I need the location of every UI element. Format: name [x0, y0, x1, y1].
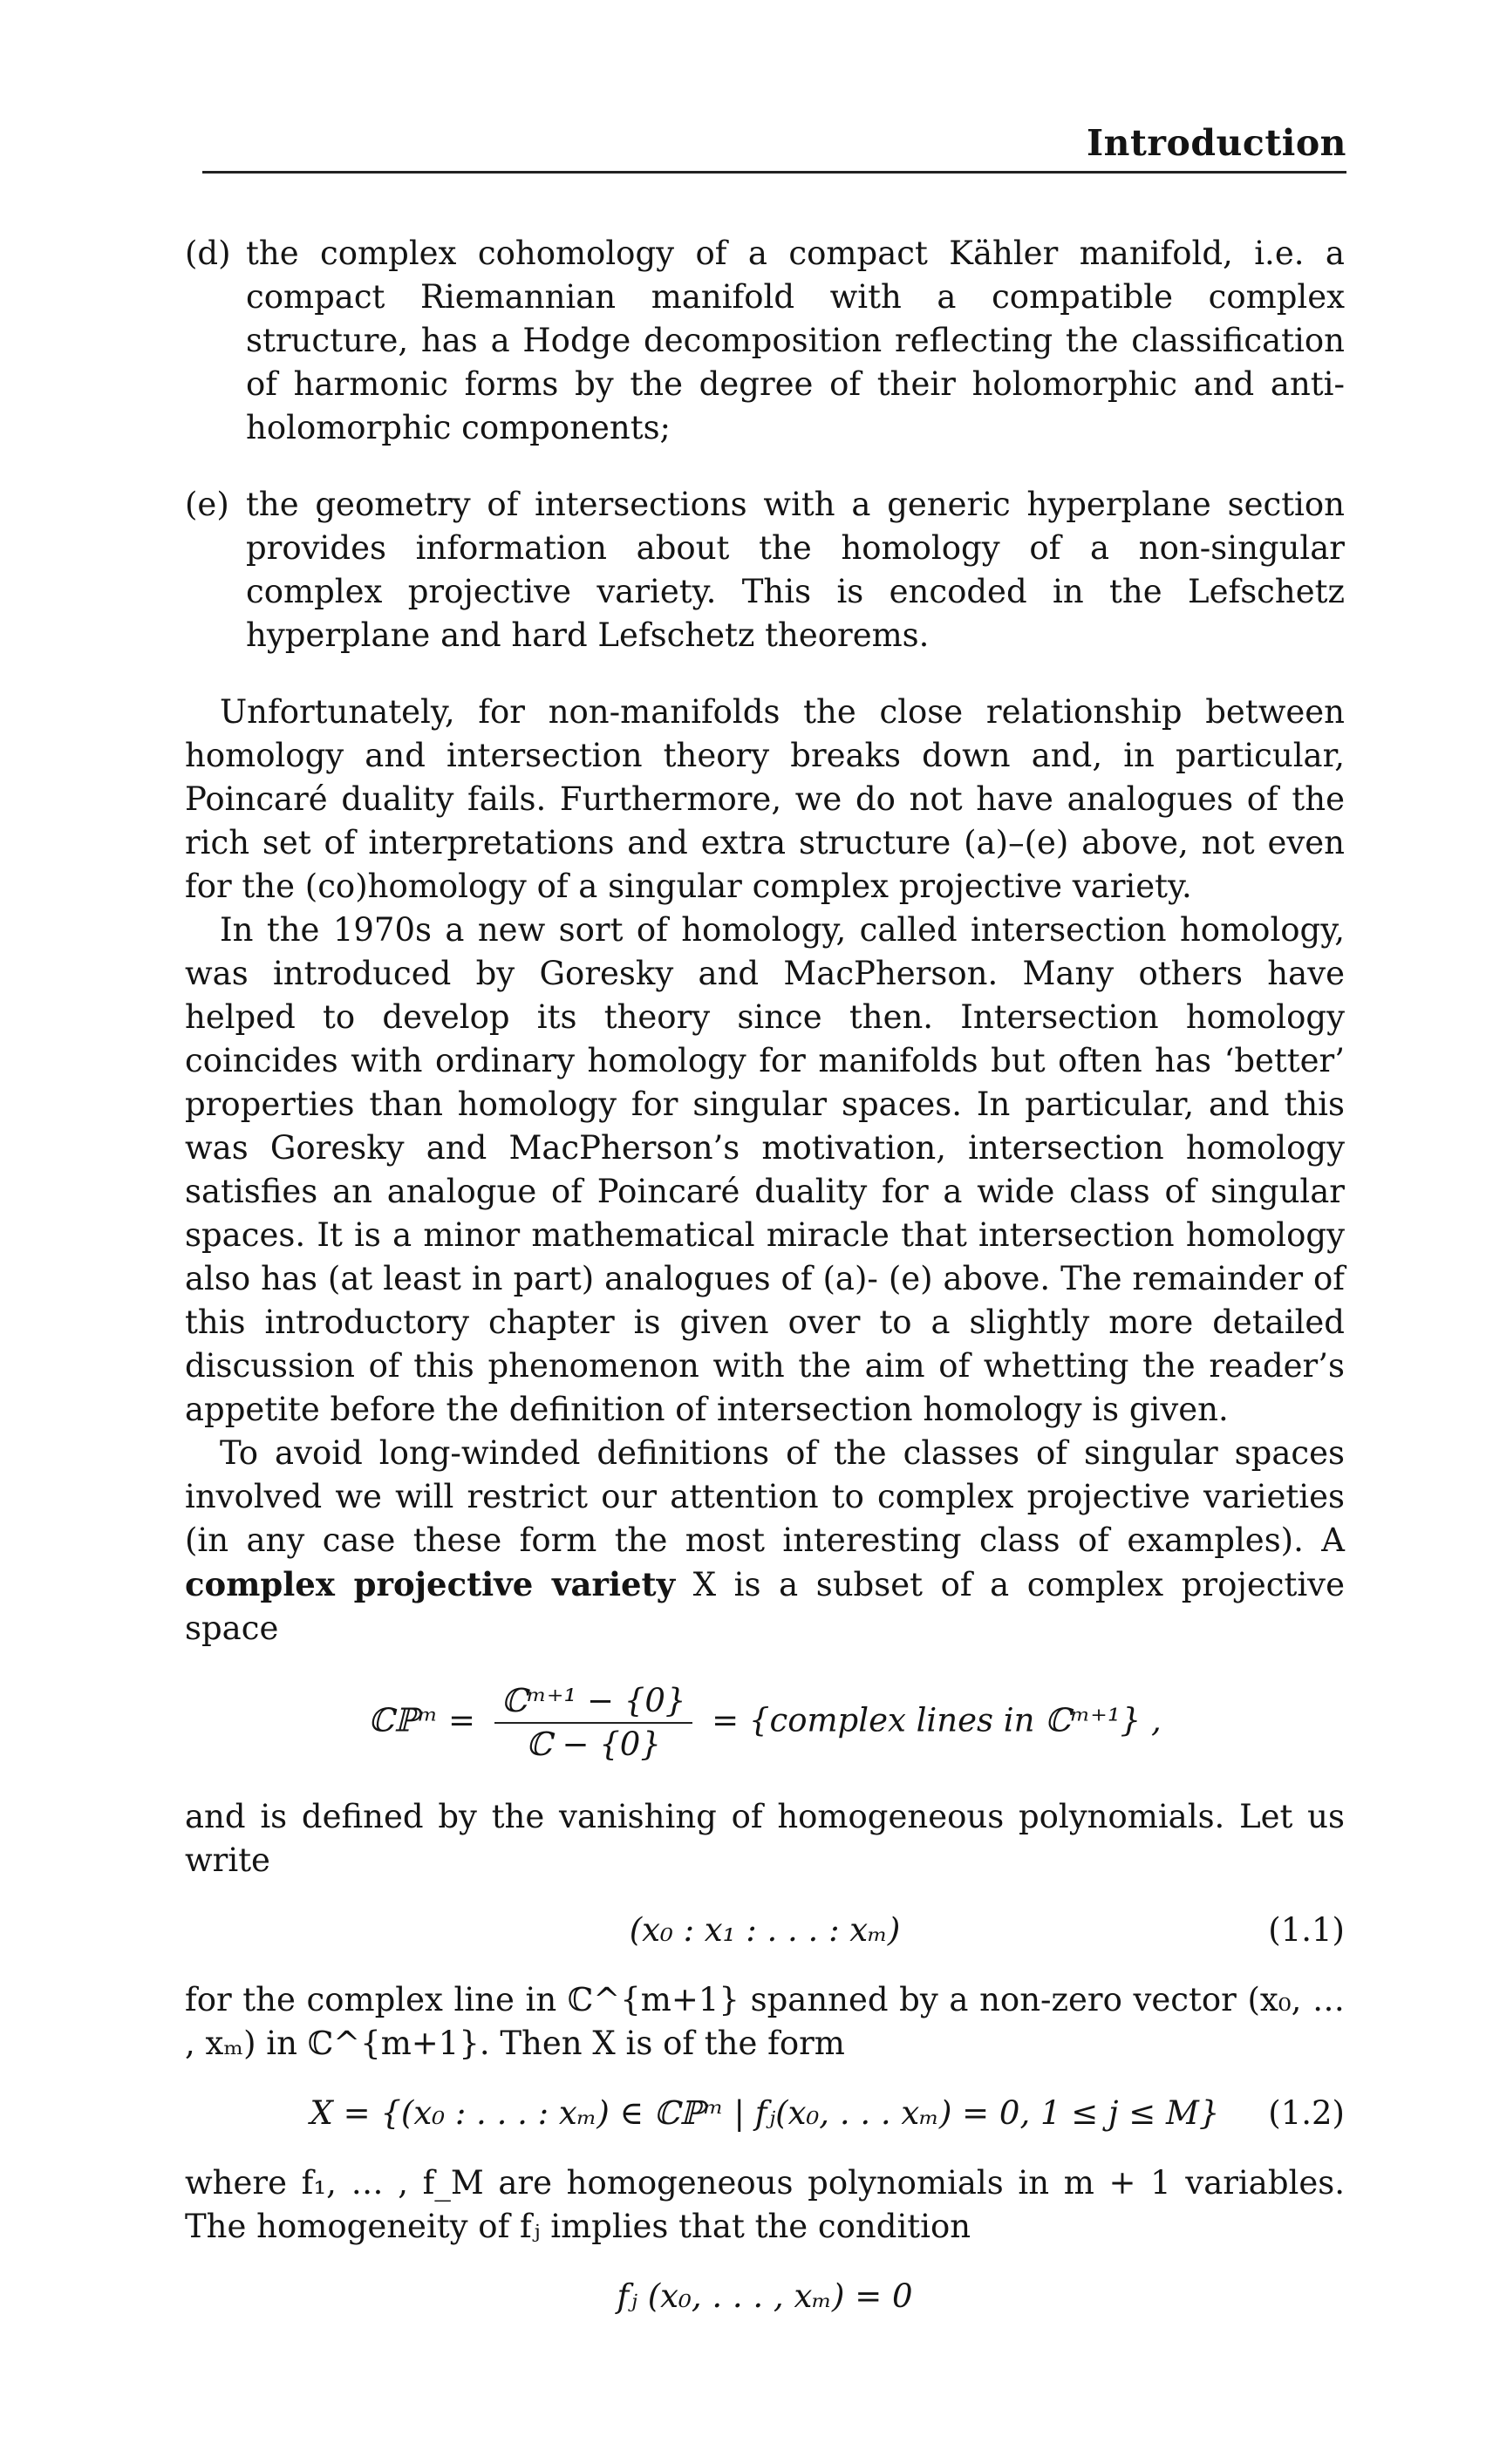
definition-text-a: To avoid long-winded definitions of the classes of singular spaces involved we will restrict our attention to complex projective varieties (in any case these form the most interesting class of examples). A — [185, 1434, 1345, 1559]
equation-number: (1.1) — [1268, 1911, 1345, 1949]
equation-1-2-body: X = {(x₀ : . . . : xₘ) ∈ ℂℙᵐ | fⱼ(x₀, . . . xₘ) = 0, 1 ≤ j ≤ M} — [310, 2094, 1220, 2132]
paragraph-vanishing: and is defined by the vanishing of homogeneous polynomials. Let us write — [185, 1798, 1345, 1879]
list-text: the complex cohomology of a compact Kähler manifold, i.e. a compact Riemannian manifold with a compatible complex structure, has a Hodge decomposition reflecting the classification of harmonic forms by the degree of their holomorphic and anti-holomorphic components; — [246, 235, 1345, 446]
cpm-lhs: ℂℙᵐ = — [368, 1701, 475, 1739]
equation-1-1 — [185, 1909, 1345, 1952]
list-label: (d) — [185, 235, 231, 272]
list-item-d — [185, 232, 1345, 450]
list-item-e — [185, 483, 1345, 657]
definition-term: complex projective variety — [185, 1565, 676, 1603]
paragraph-1970s: In the 1970s a new sort of homology, called intersection homology, was introduced by Goresky and MacPherson. Many others have helped to develop its theory since then. Intersection homology coincides with ordinary homology for manifolds but often has ‘better’ properties than homology for singular spaces. In particular, and this was Goresky and MacPherson’s motivation, intersection homology satisfies an analogue of Poincaré duality for a wide class of singular spaces. It is a minor mathematical miracle that intersection homology also has (at least in part) analogues of (a)- (e) above. The remainder of this introductory chapter is given over to a slightly more detailed discussion of this phenomenon with the aim of whetting the reader’s appetite before the definition of intersection homology is given. — [185, 911, 1345, 1428]
paragraph-homogeneity: where f₁, … , f_M are homogeneous polynomials in m + 1 variables. The homogeneity of fⱼ implies that the condition — [185, 2164, 1345, 2245]
equation-number: (1.2) — [1268, 2094, 1345, 2132]
definition-text-b: X is a subset of a complex projective space — [185, 1566, 1345, 1647]
equation-condition-body: fⱼ (x₀, . . . , xₘ) = 0 — [617, 2277, 913, 2315]
equation-condition — [185, 2275, 1345, 2318]
paragraph-unfortunately: Unfortunately, for non-manifolds the close relationship between homology and intersection theory breaks down and, in particular, Poincaré duality fails. Furthermore, we do not have analogues of the rich set of interpretations and extra structure (a)–(e) above, not even for the (co)homology of a singular complex projective variety. — [185, 693, 1345, 905]
page-body — [185, 232, 1345, 2345]
cpm-numerator: ℂᵐ⁺¹ − {0} — [494, 1680, 693, 1724]
list-label: (e) — [185, 486, 229, 523]
cpm-rhs: = {complex lines in ℂᵐ⁺¹} , — [712, 1701, 1162, 1739]
paragraph-complex-line: for the complex line in ℂ^{m+1} spanned by a non-zero vector (x₀, … , xₘ) in ℂ^{m+1}. Then X is of the form — [185, 1981, 1345, 2062]
header-rule — [202, 171, 1346, 174]
paragraph-definition — [185, 1432, 1345, 1651]
cpm-denominator: ℂ − {0} — [526, 1725, 661, 1763]
equation-1-1-body: (x₀ : x₁ : . . . : xₘ) — [629, 1911, 901, 1949]
list-text: the geometry of intersections with a generic hyperplane section provides information about the homology of a non-singular complex projective variety. This is encoded in the Lefschetz hyperplane and hard Lefschetz theorems. — [246, 486, 1345, 654]
running-head-title: Introduction — [1087, 122, 1346, 164]
equation-1-2 — [185, 2092, 1345, 2135]
equation-cpm — [185, 1680, 1345, 1766]
cpm-fraction — [494, 1680, 693, 1766]
